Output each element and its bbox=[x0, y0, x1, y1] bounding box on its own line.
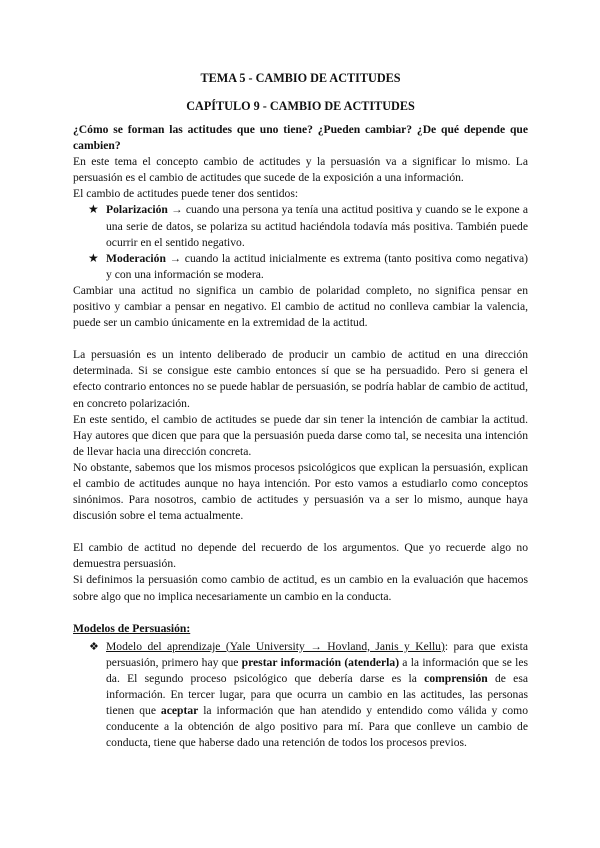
star-bullet-icon: ★ bbox=[88, 202, 99, 217]
model-text: a la información que se les da. El segundo proceso psicológico que debería darse es la bbox=[106, 655, 528, 685]
arrow-icon: → bbox=[171, 203, 183, 217]
list-item bbox=[73, 251, 528, 283]
guiding-question: ¿Cómo se forman las actitudes que uno tiene? ¿Pueden cambiar? ¿De qué depende que cambien? bbox=[73, 123, 528, 153]
senses-list bbox=[73, 202, 528, 282]
model-text: de esa información. En tercer lugar, para que ocurra un cambio en las actitudes, las personas tienen que bbox=[106, 671, 528, 718]
evaluation-paragraph: Si definimos la persuasión como cambio de actitud, es un cambio en la evaluación que hacemos sobre algo que no implica necesariamente un cambio en la conducta. bbox=[73, 573, 528, 603]
models-heading: Modelos de Persuasión: bbox=[73, 621, 191, 635]
sense-term: Polarización bbox=[106, 203, 168, 217]
sense-text: cuando la actitud inicialmente es extrema (tanto positiva como negativa) y con una información se modera. bbox=[106, 251, 528, 281]
synonyms-paragraph: No obstante, sabemos que los mismos procesos psicológicos que explican la persuasión, explican el cambio de actitudes aunque no haya intención. Por esto vamos a estudiarlo como conceptos sinónimos. Para nosotros, cambio de actitudes y persuasión va a ser lo mismo, aunque haya discusión sobre el tema actualmente. bbox=[73, 460, 528, 523]
model-name: Modelo del aprendizaje (Yale University → Hovland, Janis y Kellu) bbox=[106, 639, 445, 653]
intention-paragraph: En este sentido, el cambio de actitudes se puede dar sin tener la intención de cambiar la actitud. Hay autores que dicen que para que la persuasión pueda darse como tal, se necesita una intención de llevar hacia una dirección concreta. bbox=[73, 412, 528, 458]
spacer bbox=[73, 605, 528, 621]
model-keyword: comprensión bbox=[424, 671, 488, 685]
document-content bbox=[73, 70, 528, 751]
capitulo-title: CAPÍTULO 9 - CAMBIO DE ACTITUDES bbox=[186, 99, 415, 113]
model-text: la información que han atendido y entendido como válida y como conducente a la obtención de algo positivo para mí. Para que conlleve un cambio de conducta, tiene que haberse dado una retención de todos los procesos previos. bbox=[106, 704, 528, 750]
model-text: : para que exista persuasión, primero hay que bbox=[106, 639, 528, 669]
persuasion-definition: La persuasión es un intento deliberado de producir un cambio de actitud en una dirección determinada. Si se consigue este cambio entonces sí que se ha persuadido. Pero si genera el efecto contrario entonces no se puede hablar de persuasión, se podría hablar de cambio de actitud, en concreto polarización. bbox=[73, 348, 528, 410]
models-list bbox=[73, 639, 528, 752]
memory-paragraph: El cambio de actitud no depende del recuerdo de los argumentos. Que yo recuerde algo no demuestra persuasión. bbox=[73, 541, 528, 571]
sense-term: Moderación bbox=[106, 251, 166, 265]
star-bullet-icon: ★ bbox=[88, 250, 99, 265]
arrow-icon: → bbox=[169, 251, 182, 265]
polarity-paragraph: Cambiar una actitud no significa un cambio de polaridad completo, no significa pensar en positivo y cambiar a pensar en negativo. El cambio de actitud no conlleva cambiar la valencia, puede ser un cambio únicamente en la extremidad de la actitud. bbox=[73, 283, 528, 330]
spacer bbox=[73, 331, 528, 347]
spacer bbox=[73, 524, 528, 540]
model-keyword: aceptar bbox=[160, 704, 199, 718]
tema-title: TEMA 5 - CAMBIO DE ACTITUDES bbox=[200, 71, 401, 85]
list-item bbox=[73, 202, 528, 250]
list-item bbox=[73, 639, 528, 752]
diamond-bullet-icon: ❖ bbox=[89, 639, 99, 653]
intro-paragraph: En este tema el concepto cambio de actitudes y la persuasión va a significar lo mismo. La persuasión es el cambio de actitudes que sucede de la exposición a una información. bbox=[73, 155, 528, 185]
sense-text: cuando una persona ya tenía una actitud positiva y cuando se le expone a una serie de datos, se polariza su actitud haciéndola todavía más positiva. También puede ocurrir en el sentido negativo. bbox=[106, 203, 528, 249]
model-keyword: prestar información (atenderla) bbox=[241, 655, 400, 669]
intro-senses-line: El cambio de actitudes puede tener dos sentidos: bbox=[73, 187, 299, 201]
